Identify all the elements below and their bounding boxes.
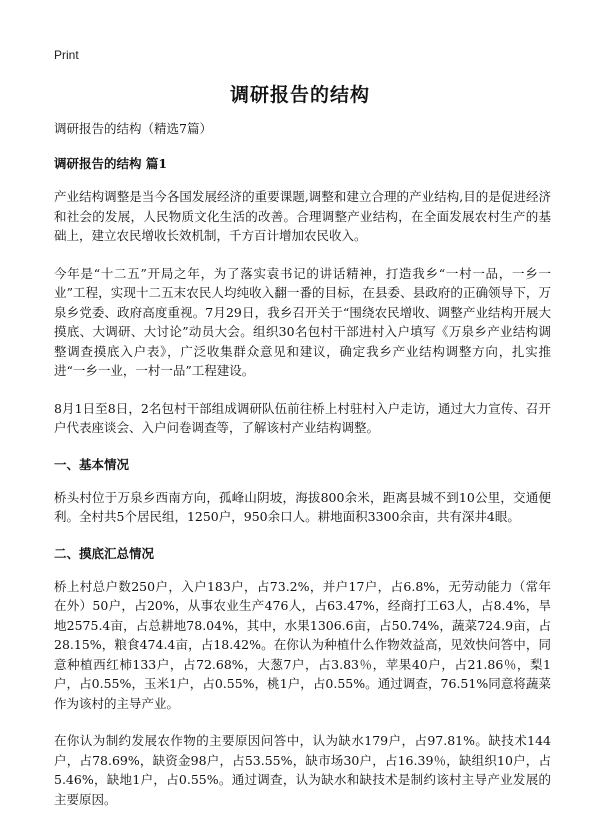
document-subtitle: 调研报告的结构（精选7篇） (54, 121, 212, 136)
section-heading-survey-summary: 二、摸底汇总情况 (54, 545, 155, 561)
paragraph-survey-2: 在你认为制约发展农作物的主要原因问答中，认为缺水179户，占97.81%。缺技术144户，占78.69%，缺资金98户，占53.55%，缺市场30户，占16.39％，缺组织10户，占5.46%，缺地1户，占0.55%。通过调查，认为缺水和缺技术是制约该村主导产业发展的主要原因。 (54, 733, 551, 807)
paragraph-intro-2: 今年是“十二五”开局之年，为了落实袁书记的讲话精神，打造我乡“一村一品，一乡一业”工程，实现十二五末农民人均纯收入翻一番的目标，在县委、县政府的正确领导下，万泉乡党委、政府高度重视。7月29日，我乡召开关于“围绕农民增收、调整产业结构开展大摸底、大调研、大讨论”动员大会。组织30名包村干部进村入户填写《万泉乡产业结构调整调查摸底入户表》，广泛收集群众意见和建议，确定我乡产业结构调整方向，扎实推进“一乡一业，一村一品”工程建设。 (54, 265, 551, 378)
article-heading: 调研报告的结构 篇1 (54, 156, 168, 171)
print-label[interactable]: Print (54, 48, 79, 62)
document-content (54, 120, 551, 827)
paragraph-intro-3: 8月1日至8日，2名包村干部组成调研队伍前往桥上村驻村入户走访，通过大力宣传、召开户代表座谈会、入户问卷调查等，了解该村产业结构调整。 (54, 400, 551, 435)
section-heading-basic-info: 一、基本情况 (54, 456, 130, 472)
paragraph-survey-1: 桥上村总户数250户，入户183户，占73.2%，并户17户，占6.8%，无劳动能力（常年在外）50户，占20%，从事农业生产476人，占63.47%，经商打工63人，占8.4%，旱地2575.4亩，占总耕地78.04%，其中，水果1306.6亩，占50.74%，蔬菜724.9亩，占28.15%，粮食474.4亩，占18.42%。在你认为种植什么作物效益高，见效快问答中，同意种植西红柿133户，占72.68%，大葱7户，占3.83％，苹果40户，占21.86％，梨1户，占0.55%，玉米1户，占0.55%，桃1户，占0.55%。通过调查，76.51%同意将蔬菜作为该村的主导产业。 (54, 578, 551, 711)
paragraph-intro-1: 产业结构调整是当今各国发展经济的重要课题,调整和建立合理的产业结构,目的是促进经济和社会的发展，人民物质文化生活的改善。合理调整产业结构，在全面发展农村生产的基础上，建立农民增收长效机制，千方百计增加农民收入。 (54, 189, 551, 243)
document-title: 调研报告的结构 (229, 84, 370, 106)
paragraph-basic-info: 桥头村位于万泉乡西南方向，孤峰山阴坡，海拔800余米，距离县城不到10公里，交通便利。全村共5个居民组，1250户，950余口人。耕地面积3300余亩，共有深井4眼。 (54, 489, 551, 524)
